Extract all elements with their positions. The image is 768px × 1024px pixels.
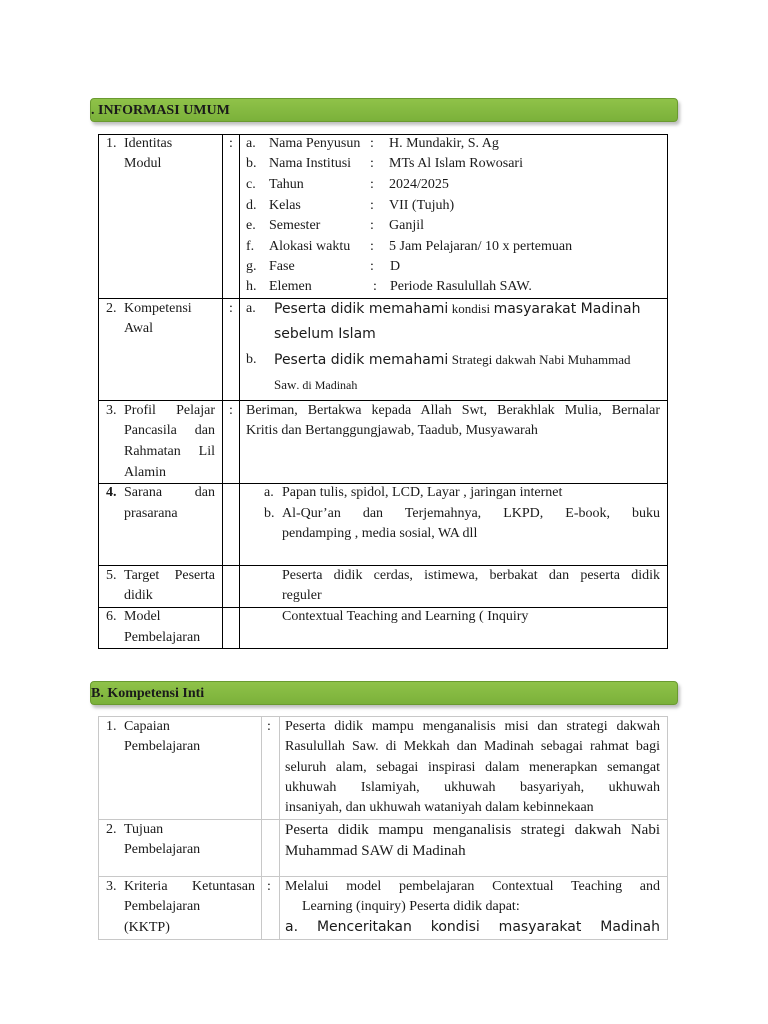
- section-a-header: [90, 98, 678, 122]
- section-b-header: [90, 681, 678, 705]
- section-b-title: B. Kompetensi Inti: [91, 686, 205, 701]
- section-a-title: . INFORMASI UMUM: [91, 103, 230, 118]
